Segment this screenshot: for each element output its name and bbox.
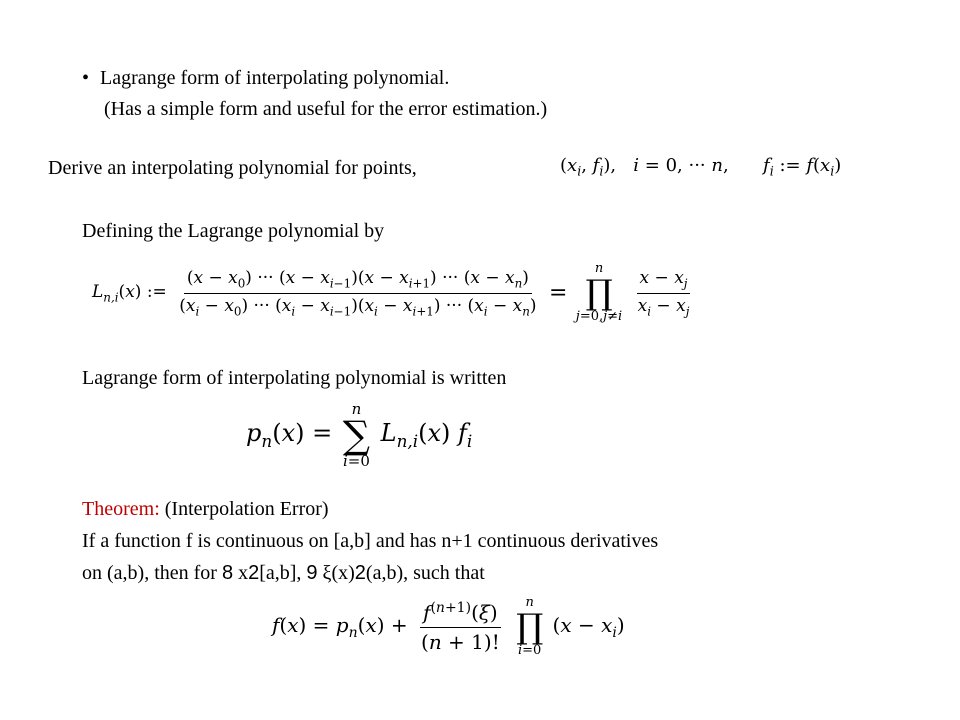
forall-glyph: 8 bbox=[221, 562, 234, 584]
defining-text: Defining the Lagrange polynomial by bbox=[82, 220, 385, 242]
theorem-label: Theorem: bbox=[82, 498, 160, 520]
theorem-line-1: If a function f is continuous on [a,b] and has n+1 continuous derivatives bbox=[82, 530, 659, 552]
intro-subtitle: (Has a simple form and useful for the error estimation.) bbox=[104, 98, 548, 120]
written-text: Lagrange form of interpolating polynomial is written bbox=[82, 367, 507, 389]
theorem-line-2-b: x bbox=[233, 562, 249, 584]
points-formula: ($x_i$, $f_i$), i = 0, ··· n, $f_i$ := $f(x_i)$ bbox=[560, 155, 842, 179]
theorem-line-2-a: on (a,b), then for bbox=[82, 562, 222, 584]
element-of-glyph: 2 bbox=[248, 562, 260, 584]
derive-text: Derive an interpolating polynomial for points, bbox=[48, 157, 417, 179]
element-of-glyph: 2 bbox=[354, 562, 366, 584]
theorem-title: (Interpolation Error) bbox=[159, 498, 329, 520]
theorem-line-2 bbox=[82, 561, 485, 585]
theorem-line-2-d: ξ(x) bbox=[317, 562, 355, 584]
lagrange-basis-formula: $L_{n,i}(x)$ := $\frac{(x - x_0) \cdot\cdot\cdot (x - x_{i-1})(x - x_{i+1}) \cdot\cdot\cdot (x - x_n)}{(x_i - x_0) \cdot\cdot\cdot (x_i - x_{i-1})(x_i - x_{i+1}) \cdot\cdot\cdot (x_i - x_n)}$ = n ∏ j=0,j≠i $\frac{x - x_j}{x_i - x_j}$ bbox=[92, 261, 690, 324]
pn-formula: $p_n(x)$ = n ∑ i=0 $L_{n,i}(x)$ $f_i$ bbox=[246, 400, 473, 470]
theorem-line-2-e: (a,b), such that bbox=[365, 562, 485, 584]
theorem-heading bbox=[82, 497, 329, 521]
exists-glyph: 9 bbox=[306, 562, 318, 584]
bullet-marker: • bbox=[82, 67, 90, 89]
intro-heading: Lagrange form of interpolating polynomial. bbox=[100, 67, 450, 89]
error-formula: $f(x) = p_n(x)$ + $\frac{f^{(n+1)}(\xi)}{(n + 1)!}$ n ∏ i=0 $(x - x_i)$ bbox=[272, 595, 625, 658]
theorem-line-2-c: [a,b], bbox=[259, 562, 307, 584]
